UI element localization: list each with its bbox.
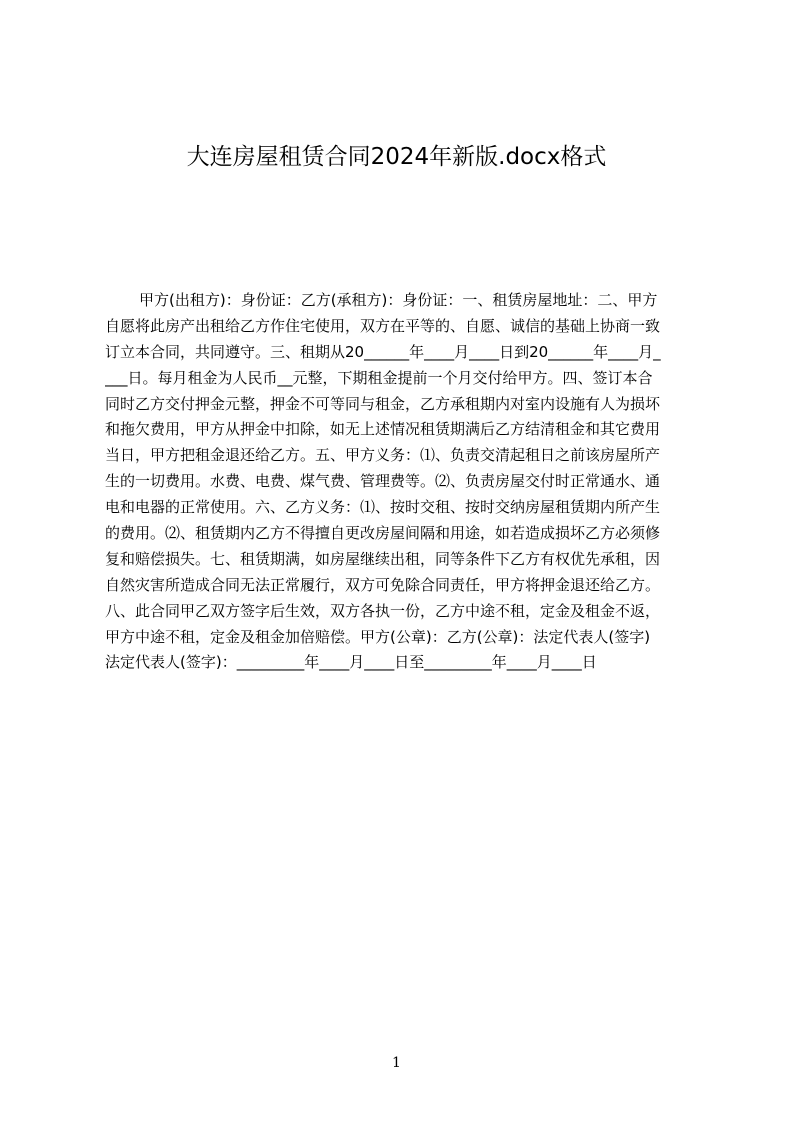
body-line: 电和电器的正常使用。六、乙方义务：⑴、按时交租、按时交纳房屋租赁期内所产生 [105, 498, 661, 517]
body-line: 自愿将此房产出租给乙方作住宅使用，双方在平等的、自愿、诚信的基础上协商一致 [105, 316, 661, 335]
body-line: 当日，甲方把租金退还给乙方。五、甲方义务：⑴、负责交清起租日之前该房屋所产 [105, 446, 661, 465]
contract-body [105, 288, 698, 676]
body-line: 甲方中途不租，定金及租金加倍赔偿。甲方(公章)：乙方(公章)：法定代表人(签字) [105, 627, 651, 646]
body-line: 法定代表人(签字)：_________年____月____日至_________年____月____日 [105, 653, 597, 672]
body-line: 订立本合同，共同遵守。三、租期从20______年____月____日到20______年____月_ [105, 342, 661, 361]
body-line: 同时乙方交付押金元整，押金不可等同与租金，乙方承租期内对室内设施有人为损坏 [105, 394, 661, 413]
body-line: 八、此合同甲乙双方签字后生效，双方各执一份，乙方中途不租，定金及租金不返， [105, 601, 661, 620]
body-line: ___日。每月租金为人民币__元整，下期租金提前一个月交付给甲方。四、签订本合 [105, 368, 653, 387]
page-number: 1 [392, 1055, 401, 1071]
body-line: 复和赔偿损失。七、租赁期满，如房屋继续出租，同等条件下乙方有权优先承租，因 [105, 549, 661, 568]
body-line: 甲方(出租方)：身份证：乙方(承租方)：身份证：一、租赁房屋地址：二、甲方 [139, 291, 658, 309]
body-line: 自然灾害所造成合同无法正常履行，双方可免除合同责任，甲方将押金退还给乙方。 [105, 575, 661, 594]
body-line: 的费用。⑵、租赁期内乙方不得擅自更改房屋间隔和用途，如若造成损坏乙方必须修 [105, 524, 661, 543]
body-line: 和拖欠费用，甲方从押金中扣除，如无上述情况租赁期满后乙方结清租金和其它费用 [105, 420, 661, 439]
body-line: 生的一切费用。水费、电费、煤气费、管理费等。⑵、负责房屋交付时正常通水、通 [105, 472, 661, 491]
document-title: 大连房屋租赁合同2024年新版.docx格式 [186, 144, 607, 170]
